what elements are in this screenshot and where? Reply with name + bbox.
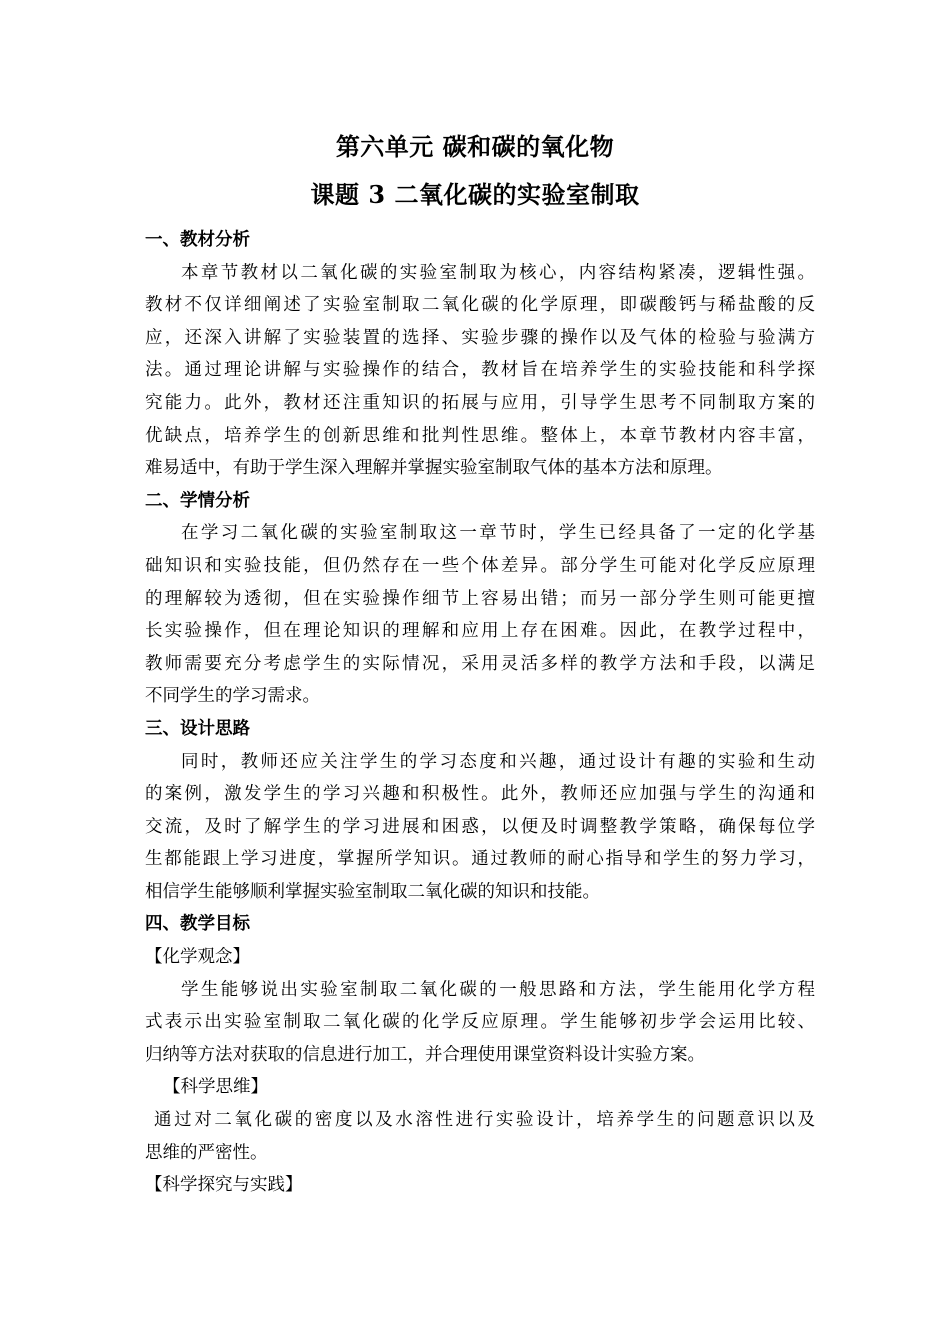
paragraph-line: 式表示出实验室制取二氧化碳的化学反应原理。学生能够初步学会运用比较、 [145, 1012, 815, 1033]
section-heading-student-analysis: 二、学情分析 [145, 490, 250, 511]
paragraph-line: 教师需要充分考虑学生的实际情况，采用灵活多样的教学方法和手段，以满足 [145, 653, 815, 674]
paragraph-line: 归纳等方法对获取的信息进行加工，并合理使用课堂资料设计实验方案。 [145, 1044, 705, 1065]
goal-label-scientific-thinking: 【科学思维】 [163, 1077, 268, 1098]
paragraph-line: 交流，及时了解学生的学习进展和困惑，以便及时调整教学策略，确保每位学 [145, 816, 815, 837]
paragraph-line: 难易适中，有助于学生深入理解并掌握实验室制取气体的基本方法和原理。 [145, 458, 723, 479]
paragraph-line: 不同学生的学习需求。 [145, 686, 320, 707]
paragraph-line: 的案例，激发学生的学习兴趣和积极性。此外，教师还应加强与学生的沟通和 [145, 784, 815, 805]
paragraph-line: 学生能够说出实验室制取二氧化碳的一般思路和方法，学生能用化学方程 [181, 979, 815, 1000]
paragraph-line: 相信学生能够顺利掌握实验室制取二氧化碳的知识和技能。 [145, 881, 600, 902]
unit-title: 第六单元 碳和碳的氧化物 [335, 132, 615, 161]
paragraph-line: 教材不仅详细阐述了实验室制取二氧化碳的化学原理，即碳酸钙与稀盐酸的反 [145, 295, 815, 316]
paragraph-line: 思维的严密性。 [145, 1142, 268, 1163]
paragraph-line: 应，还深入讲解了实验装置的选择、实验步骤的操作以及气体的检验与验满方 [145, 327, 815, 348]
document-body [145, 224, 815, 1202]
paragraph-line: 优缺点，培养学生的创新思维和批判性思维。整体上，本章节教材内容丰富， [145, 425, 815, 446]
paragraph-line: 同时，教师还应关注学生的学习态度和兴趣，通过设计有趣的实验和生动 [181, 751, 815, 772]
paragraph-line: 通过对二氧化碳的密度以及水溶性进行实验设计，培养学生的问题意识以及 [154, 1110, 815, 1131]
section-heading-teaching-goals: 四、教学目标 [145, 914, 250, 935]
section-heading-design-idea: 三、设计思路 [145, 718, 250, 739]
lesson-title: 课题 3 二氧化碳的实验室制取 [310, 180, 640, 209]
goal-label-chemistry-concept: 【化学观念】 [145, 947, 250, 968]
goal-label-scientific-inquiry: 【科学探究与实践】 [145, 1175, 303, 1196]
paragraph-line: 在学习二氧化碳的实验室制取这一章节时，学生已经具备了一定的化学基 [181, 523, 815, 544]
paragraph-line: 长实验操作，但在理论知识的理解和应用上存在困难。因此，在教学过程中， [145, 621, 815, 642]
paragraph-line: 生都能跟上学习进度，掌握所学知识。通过教师的耐心指导和学生的努力学习， [145, 849, 815, 870]
paragraph-line: 的理解较为透彻，但在实验操作细节上容易出错；而另一部分学生则可能更擅 [145, 588, 815, 609]
paragraph-line: 法。通过理论讲解与实验操作的结合，教材旨在培养学生的实验技能和科学探 [145, 360, 815, 381]
paragraph-line: 本章节教材以二氧化碳的实验室制取为核心，内容结构紧凑，逻辑性强。 [181, 262, 815, 283]
section-heading-textbook-analysis: 一、教材分析 [145, 230, 250, 250]
paragraph-line: 究能力。此外，教材还注重知识的拓展与应用，引导学生思考不同制取方案的 [145, 392, 815, 413]
paragraph-line: 础知识和实验技能，但仍然存在一些个体差异。部分学生可能对化学反应原理 [145, 555, 815, 576]
